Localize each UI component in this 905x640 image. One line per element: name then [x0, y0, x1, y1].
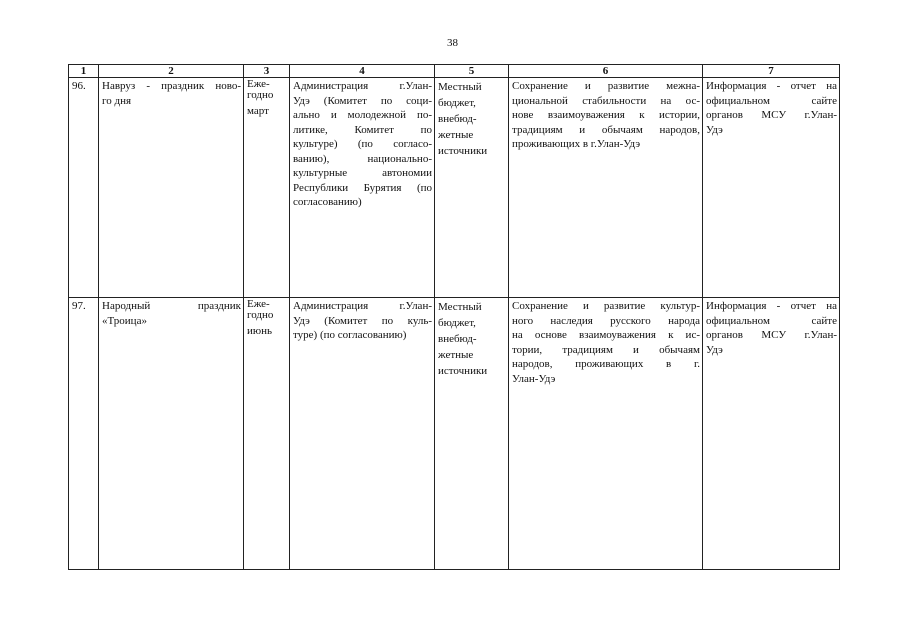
text-line: Навруз - праздник ново- [102, 80, 241, 92]
row-number: 97. [69, 298, 99, 570]
text-line: Еже- [247, 298, 270, 310]
report-cell [703, 78, 840, 298]
text-line: Информация - отчет на [706, 300, 837, 312]
text-line: органов МСУ г.Улан- [706, 109, 837, 121]
text-line: ванию), национально- [293, 152, 432, 165]
text-line: жетные [438, 349, 474, 361]
text-line: июнь [247, 325, 273, 337]
text-line: народов, проживающих в г. [512, 358, 700, 370]
text-line: Сохранение и развитие культур- [512, 300, 700, 312]
responsible-cell [290, 298, 435, 570]
text-line: Сохранение и развитие межна- [512, 80, 700, 92]
events-table [68, 64, 840, 570]
page-number: 38 [447, 37, 458, 49]
text-line: бюджет, [438, 97, 476, 109]
column-header: 5 [435, 65, 509, 78]
text-line: источники [438, 145, 488, 157]
column-header: 2 [99, 65, 244, 78]
text-line: годно [247, 309, 274, 321]
text-line: внебюд- [438, 113, 477, 125]
period-cell [244, 298, 290, 570]
responsible-cell [290, 78, 435, 298]
text-line: Удэ (Комитет по соци- [293, 94, 432, 107]
text-line: го дня [102, 94, 132, 107]
report-cell [703, 298, 840, 570]
row-number: 96. [69, 78, 99, 298]
table-row [69, 78, 840, 298]
goal-cell [509, 78, 703, 298]
text-line: Информация - отчет на [706, 80, 837, 92]
text-line: Местный [438, 301, 482, 313]
column-header: 4 [290, 65, 435, 78]
column-header: 1 [69, 65, 99, 78]
text-line: источники [438, 365, 488, 377]
text-line: культурные автономии [293, 167, 432, 179]
event-name-cell [99, 78, 244, 298]
text-line: официальном сайте [706, 314, 837, 327]
text-line: литике, Комитет по [293, 123, 432, 136]
text-line: март [247, 105, 269, 117]
text-line: туре) (по согласованию) [293, 329, 407, 341]
funding-cell [435, 78, 509, 298]
text-line: годно [247, 89, 274, 101]
text-line: ного наследия русского народа [512, 314, 700, 327]
text-line: внебюд- [438, 333, 477, 345]
text-line: жетные [438, 129, 474, 141]
text-line: Народный праздник [102, 300, 241, 312]
funding-cell [435, 298, 509, 570]
text-line: традициям и обычаям народов, [512, 123, 700, 136]
text-line: тории, традициям и обычаям [512, 343, 700, 356]
text-line: Удэ (Комитет по куль- [293, 314, 432, 327]
text-line: Улан-Удэ [512, 372, 556, 385]
period-cell [244, 78, 290, 298]
text-line: на основе взаимоуважения к ис- [512, 329, 700, 341]
text-line: согласованию) [293, 196, 362, 208]
text-line: официальном сайте [706, 94, 837, 107]
column-header: 3 [244, 65, 290, 78]
text-line: бюджет, [438, 317, 476, 329]
table-header-row [69, 65, 840, 78]
text-line: Удэ [706, 343, 723, 356]
event-name-cell [99, 298, 244, 570]
text-line: ально и молодежной по- [293, 109, 432, 121]
text-line: органов МСУ г.Улан- [706, 329, 837, 341]
column-header: 6 [509, 65, 703, 78]
text-line: культуре) (по согласо- [293, 138, 432, 150]
column-header: 7 [703, 65, 840, 78]
text-line: Республики Бурятия (по [293, 181, 432, 194]
text-line: Администрация г.Улан- [293, 300, 432, 312]
text-line: Местный [438, 81, 482, 93]
text-line: Еже- [247, 78, 270, 90]
text-line: Удэ [706, 123, 723, 136]
text-line: проживающих в г.Улан-Удэ [512, 138, 641, 150]
table-row [69, 298, 840, 570]
goal-cell [509, 298, 703, 570]
text-line: нове взаимоуважения к истории, [512, 109, 700, 121]
text-line: Администрация г.Улан- [293, 80, 432, 92]
text-line: циональной стабильности на ос- [512, 94, 700, 107]
text-line: «Троица» [102, 314, 147, 327]
